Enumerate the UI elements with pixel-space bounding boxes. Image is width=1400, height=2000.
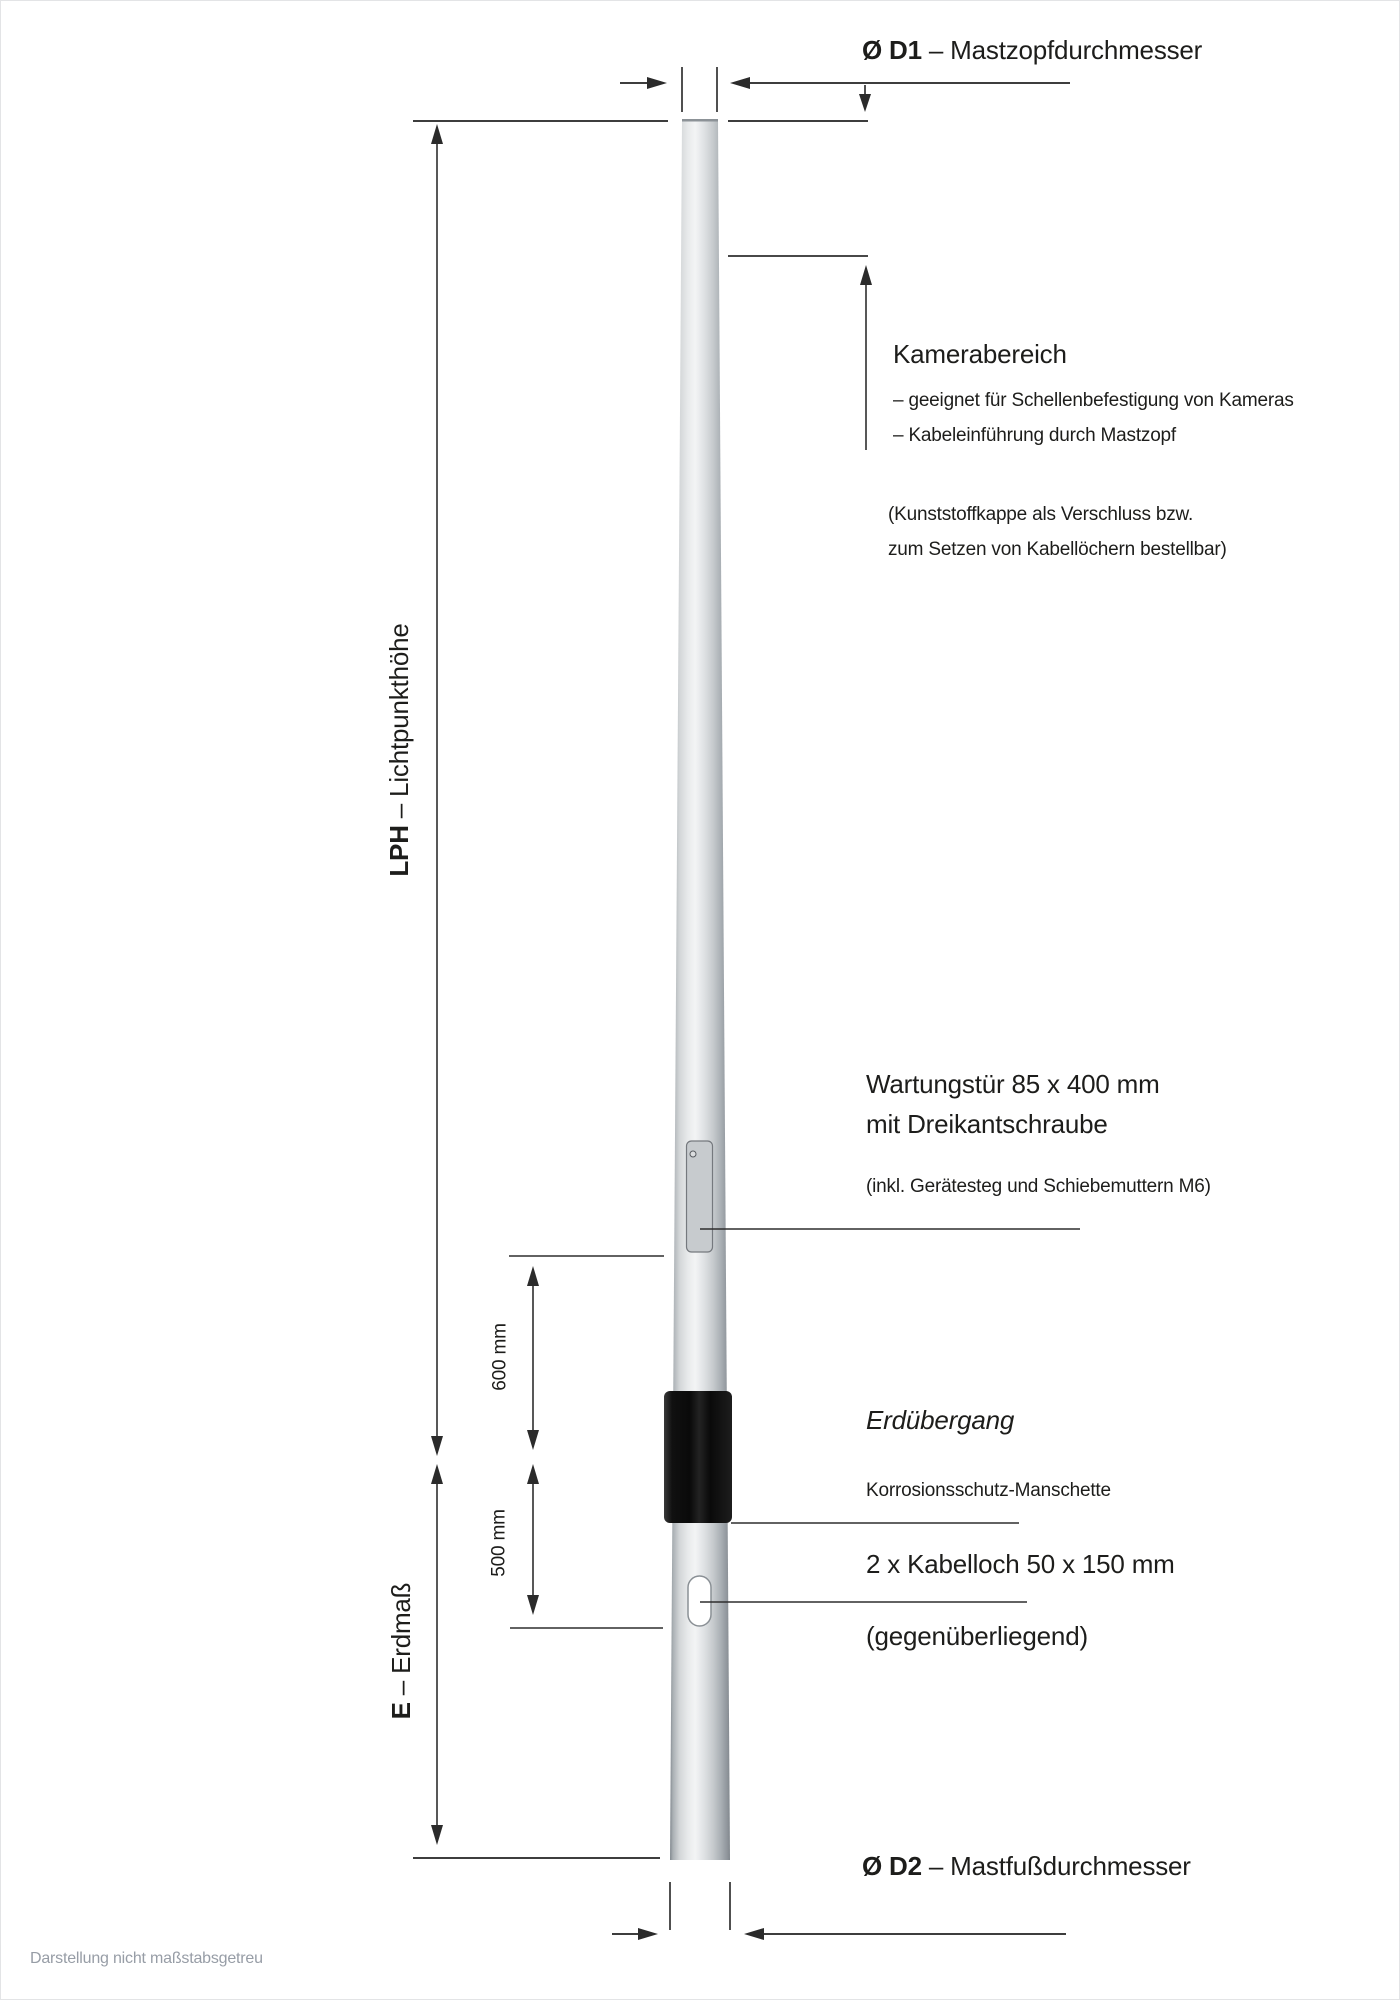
camera-note-1: (Kunststoffkappe als Verschluss bzw. xyxy=(888,504,1194,525)
dim-d1 xyxy=(620,67,1070,112)
cable-hole-label-2: (gegenüberliegend) xyxy=(866,1621,1088,1651)
d2-label xyxy=(862,1852,1191,1882)
service-door xyxy=(687,1141,713,1252)
e-code: E xyxy=(386,1702,417,1720)
door-title-2: mit Dreikantschraube xyxy=(866,1109,1108,1139)
pole-top-cap xyxy=(682,119,718,122)
cable-hole-label-1: 2 x Kabelloch 50 x 150 mm xyxy=(866,1549,1175,1579)
dim-d2 xyxy=(612,1882,1066,1940)
lph-text: – Lichtpunkthöhe xyxy=(384,623,415,819)
lph-label xyxy=(385,623,415,876)
dim-lph xyxy=(431,124,443,1456)
camera-title: Kamerabereich xyxy=(893,339,1067,369)
e-label xyxy=(387,1583,417,1720)
d1-text: – Mastzopfdurchmesser xyxy=(928,35,1203,65)
sleeve-label: Korrosionsschutz-Manschette xyxy=(866,1480,1111,1501)
door-screw-icon xyxy=(690,1151,696,1157)
camera-bullet-1: – geeignet für Schellenbefestigung von Kameras xyxy=(893,390,1294,411)
dim-600-label: 600 mm xyxy=(489,1323,511,1391)
camera-bullet-2: – Kabeleinführung durch Mastzopf xyxy=(893,425,1177,446)
door-note: (inkl. Gerätesteg und Schiebemuttern M6) xyxy=(866,1176,1211,1197)
d1-code: Ø D1 xyxy=(862,35,922,65)
camera-leader xyxy=(728,256,872,450)
d2-text: – Mastfußdurchmesser xyxy=(928,1851,1191,1881)
ground-label: Erdübergang xyxy=(866,1405,1015,1435)
e-text: – Erdmaß xyxy=(386,1582,417,1696)
dim-600 xyxy=(509,1256,664,1450)
corrosion-sleeve xyxy=(664,1391,732,1523)
door-title-1: Wartungstür 85 x 400 mm xyxy=(866,1069,1160,1099)
lph-code: LPH xyxy=(384,825,415,877)
dim-500 xyxy=(510,1464,663,1628)
d1-label xyxy=(862,36,1202,66)
camera-note-2: zum Setzen von Kabellöchern bestellbar) xyxy=(888,539,1227,560)
d2-code: Ø D2 xyxy=(862,1851,922,1881)
dim-e xyxy=(431,1464,443,1845)
dim-500-label: 500 mm xyxy=(488,1509,510,1577)
footer-note: Darstellung nicht maßstabsgetreu xyxy=(30,1950,263,1967)
service-door-panel xyxy=(687,1141,713,1252)
cable-hole-slot xyxy=(688,1576,711,1626)
